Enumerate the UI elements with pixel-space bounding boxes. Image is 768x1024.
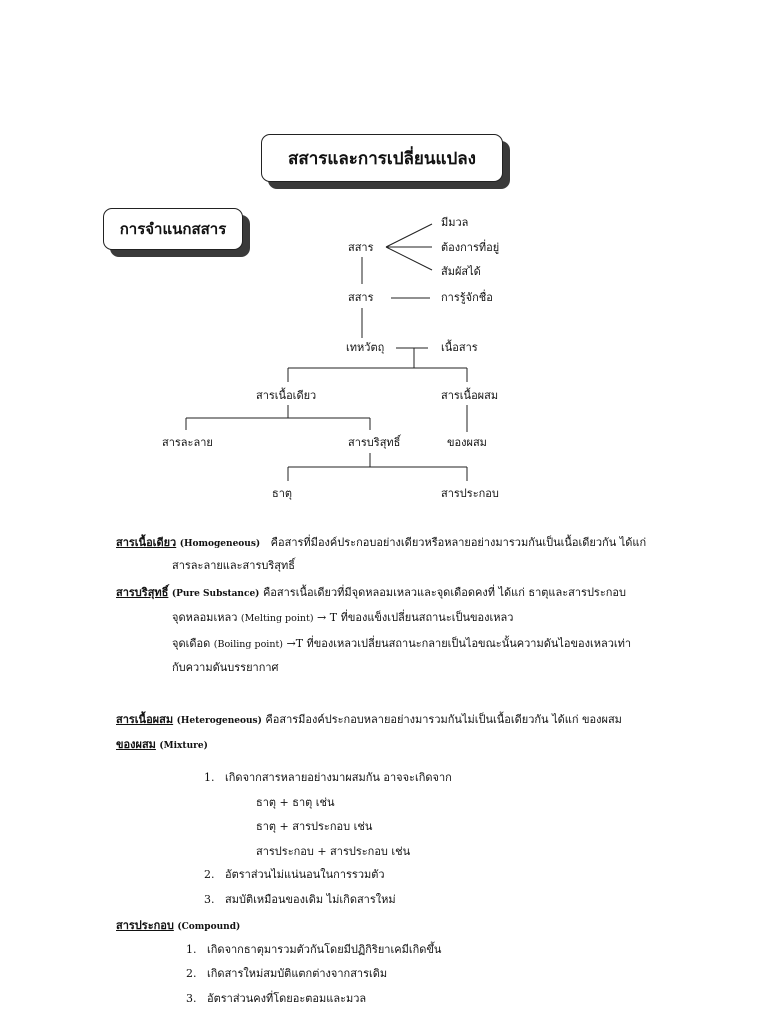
node-prop-mass: มีมวล xyxy=(441,216,469,229)
boiling-en: (Boiling point) xyxy=(213,639,283,650)
def-heterogeneous xyxy=(116,712,622,729)
list-item xyxy=(204,770,452,786)
def-pure-text: คือสารเนื้อเดียวที่มีจุดหลอมเหลวและจุดเดือดคงที่ ได้แก่ ธาตุและสารประกอบ xyxy=(262,586,626,599)
list-item xyxy=(186,966,387,982)
melting-label: จุดหลอมเหลว xyxy=(172,611,238,624)
node-homogeneous: สารเนื้อเดียว xyxy=(256,389,317,402)
node-heterogeneous: สารเนื้อผสม xyxy=(441,389,499,402)
node-prop-touch: สัมผัสได้ xyxy=(441,265,481,278)
list-text: เกิดสารใหม่สมบัติแตกต่างจากสารเดิม xyxy=(207,967,388,980)
term-compound-en: (Compound) xyxy=(177,922,241,932)
section-title: การจำแนกสสาร xyxy=(119,220,227,238)
def-homogeneous-cont: สารละลายและสารบริสุทธิ์ xyxy=(172,559,295,572)
list-number: 1. xyxy=(186,943,197,956)
list-item xyxy=(204,867,385,883)
node-solution: สารละลาย xyxy=(162,436,213,449)
boiling-text: →T ที่ของเหลวเปลี่ยนสถานะกลายเป็นไอขณะนั้นความดันไอของเหลวเท่า xyxy=(286,637,632,650)
list-item xyxy=(204,892,396,908)
node-prop-space: ต้องการที่อยู่ xyxy=(441,241,500,254)
term-mixture: ของผสม xyxy=(116,738,156,751)
term-homogeneous: สารเนื้อเดียว xyxy=(116,536,177,549)
def-homogeneous xyxy=(116,535,646,552)
list-number: 3. xyxy=(204,893,215,906)
term-heterogeneous-en: (Heterogeneous) xyxy=(176,716,262,726)
node-matter: สสาร xyxy=(348,241,374,254)
list-item xyxy=(186,942,441,958)
term-pure: สารบริสุทธิ์ xyxy=(116,586,169,599)
node-substance: เนื้อสาร xyxy=(441,341,478,354)
boiling-label: จุดเดือด xyxy=(172,637,211,650)
node-mixture: ของผสม xyxy=(447,436,487,449)
def-compound xyxy=(116,918,240,935)
connector-line xyxy=(386,247,432,270)
node-body: เทหวัตถุ xyxy=(346,341,385,354)
node-element: ธาตุ xyxy=(272,487,293,500)
page-title: สสารและการเปลี่ยนแปลง xyxy=(288,148,476,169)
term-homogeneous-en: (Homogeneous) xyxy=(179,539,261,549)
connector-line xyxy=(386,224,432,247)
def-heterogeneous-text: คือสารมีองค์ประกอบหลายอย่างมารวมกันไม่เป็นเนื้อเดียวกัน ได้แก่ ของผสม xyxy=(265,713,622,726)
list-number: 3. xyxy=(186,992,197,1005)
term-mixture-en: (Mixture) xyxy=(159,741,208,751)
def-melting xyxy=(172,610,513,627)
list-item xyxy=(186,991,366,1007)
term-pure-en: (Pure Substance) xyxy=(171,589,260,599)
list-number: 2. xyxy=(186,967,197,980)
def-boiling-cont: กับความดันบรรยากาศ xyxy=(172,661,279,674)
list-text: อัตราส่วนไม่แน่นอนในการรวมตัว xyxy=(225,868,385,881)
melting-text: → T ที่ของแข็งเปลี่ยนสถานะเป็นของเหลว xyxy=(317,611,514,624)
list-number: 2. xyxy=(204,868,215,881)
term-heterogeneous: สารเนื้อผสม xyxy=(116,713,174,726)
def-homogeneous-text: คือสารที่มีองค์ประกอบอย่างเดียวหรือหลายอย่างมารวมกันเป็นเนื้อเดียวกัน ได้แก่ xyxy=(270,536,647,549)
list-text: อัตราส่วนคงที่โดยอะตอมและมวล xyxy=(207,992,367,1005)
list-subitem: สารประกอบ + สารประกอบ เช่น xyxy=(256,845,411,858)
term-compound: สารประกอบ xyxy=(116,919,174,932)
node-pure: สารบริสุทธิ์ xyxy=(348,436,401,449)
node-naming: การรู้จักชื่อ xyxy=(441,291,493,304)
def-pure xyxy=(116,585,626,602)
list-text: เกิดจากสารหลายอย่างมาผสมกัน อาจจะเกิดจาก xyxy=(225,771,452,784)
list-subitem: ธาตุ + สารประกอบ เช่น xyxy=(256,820,373,833)
melting-en: (Melting point) xyxy=(240,613,314,624)
def-mixture xyxy=(116,737,208,754)
list-text: สมบัติเหมือนของเดิม ไม่เกิดสารใหม่ xyxy=(225,893,396,906)
list-number: 1. xyxy=(204,771,215,784)
node-compound: สารประกอบ xyxy=(441,487,499,500)
node-matter-2: สสาร xyxy=(348,291,374,304)
def-boiling xyxy=(172,636,631,653)
list-subitem: ธาตุ + ธาตุ เช่น xyxy=(256,796,335,809)
list-text: เกิดจากธาตุมารวมตัวกันโดยมีปฏิกิริยาเคมีเกิดขึ้น xyxy=(207,943,442,956)
